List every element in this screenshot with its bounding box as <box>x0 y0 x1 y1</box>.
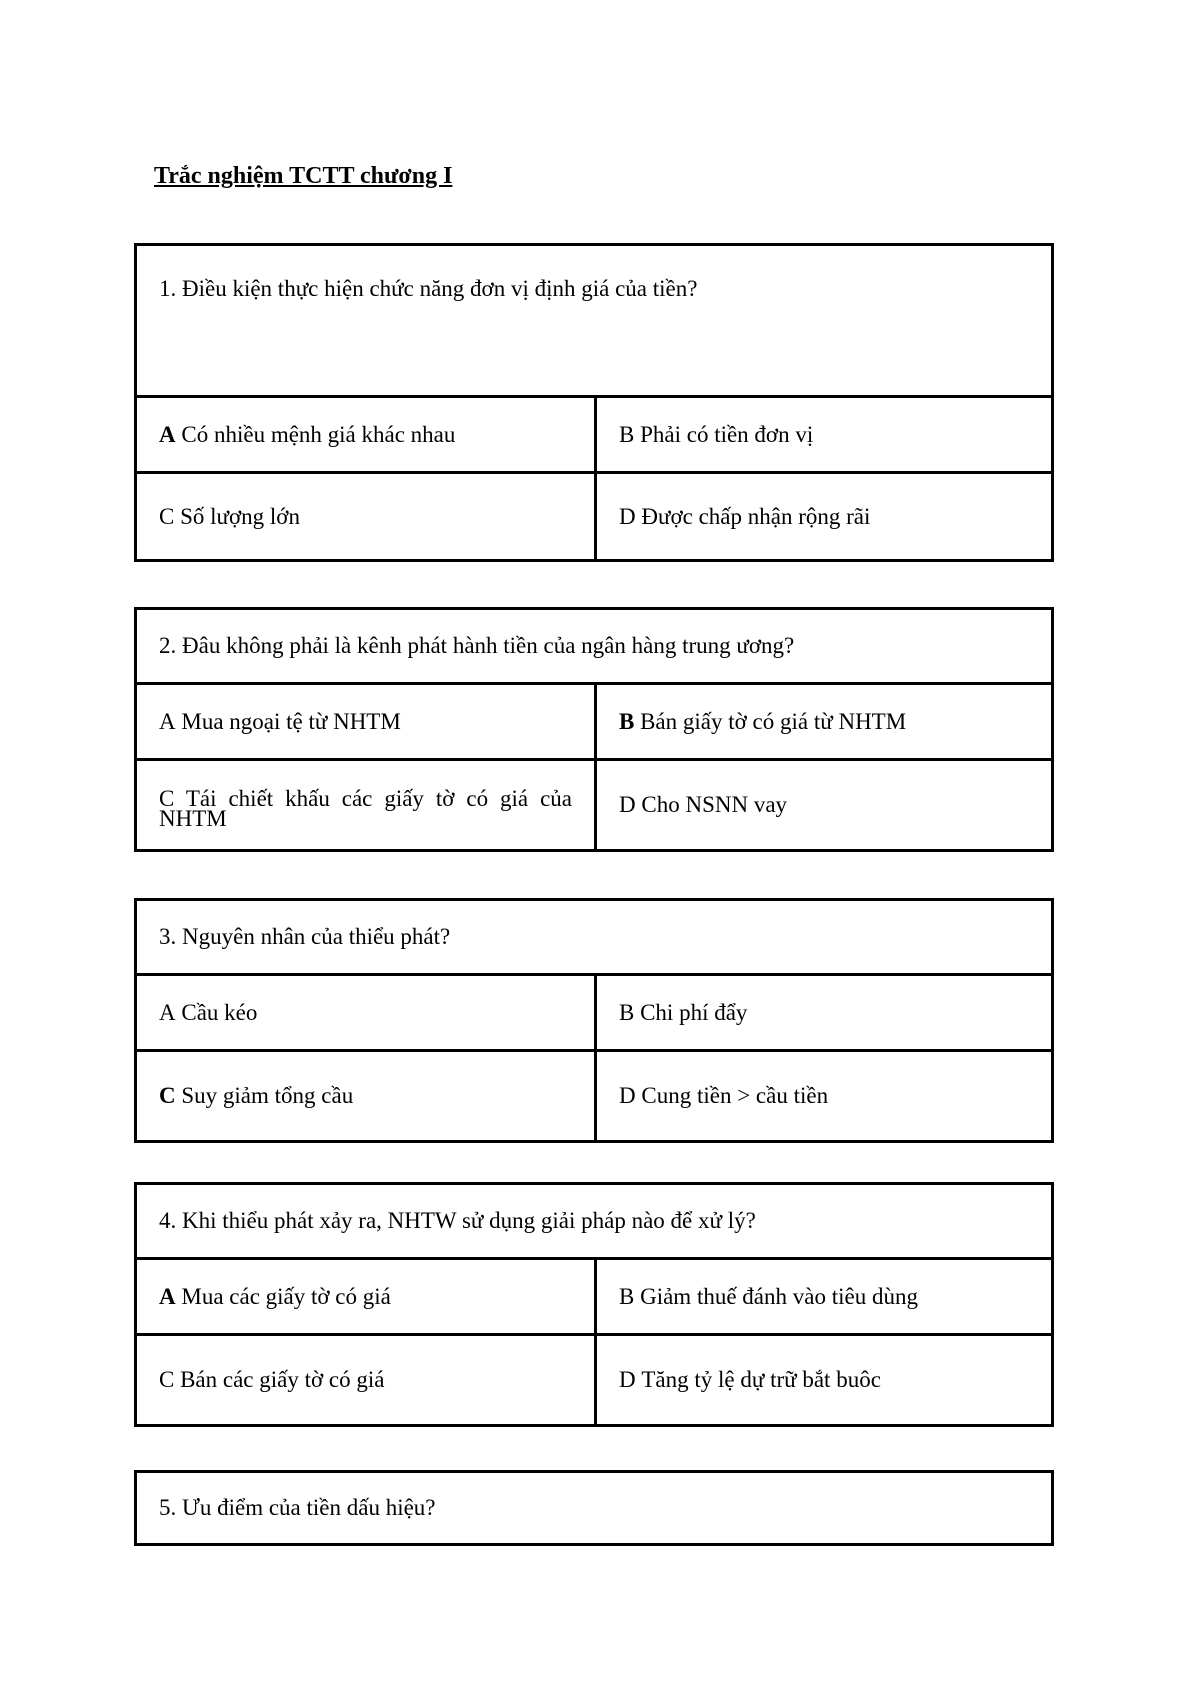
option-letter: C <box>159 503 175 529</box>
option-b[interactable] <box>594 398 1051 471</box>
option-letter: A <box>159 421 176 447</box>
option-c[interactable] <box>137 761 594 849</box>
option-row <box>137 1260 1051 1336</box>
option-a[interactable] <box>137 685 594 758</box>
question-text <box>137 901 1051 976</box>
option-text: Có nhiều mệnh giá khác nhau <box>181 421 456 447</box>
option-row <box>137 976 1051 1052</box>
option-text: Cung tiền > cầu tiền <box>641 1083 829 1108</box>
option-letter: D <box>619 1083 636 1108</box>
option-text: Phải có tiền đơn vị <box>640 421 814 447</box>
question-text <box>137 1185 1051 1260</box>
option-letter: C <box>159 786 175 811</box>
option-a[interactable] <box>137 1260 594 1333</box>
option-d[interactable] <box>594 1052 1051 1140</box>
option-row <box>137 398 1051 474</box>
question-label: 3. Nguyên nhân của thiểu phát? <box>159 924 451 949</box>
option-letter: A <box>159 708 176 734</box>
question-table-1 <box>134 243 1054 562</box>
page-title: Trắc nghiệm TCTT chương I <box>154 163 453 189</box>
option-text: Suy giảm tổng cầu <box>181 1083 354 1108</box>
option-row <box>137 1052 1051 1140</box>
question-text <box>137 1473 1051 1543</box>
option-d[interactable] <box>594 474 1051 559</box>
option-text: Được chấp nhận rộng rãi <box>641 503 871 529</box>
option-letter: A <box>159 999 176 1025</box>
option-text: Giảm thuế đánh vào tiêu dùng <box>640 1283 918 1309</box>
option-text: Cầu kéo <box>181 999 258 1025</box>
option-letter: A <box>159 1283 176 1309</box>
option-letter: D <box>619 1367 636 1392</box>
option-text: Mua các giấy tờ có giá <box>181 1283 391 1309</box>
option-text: Tái chiết khấu các giấy tờ có giá của NHTM <box>159 786 572 831</box>
option-text: Số lượng lớn <box>180 503 300 529</box>
option-text: Tăng tỷ lệ dự trữ bắt buôc <box>641 1367 881 1392</box>
option-a[interactable] <box>137 976 594 1049</box>
question-text <box>137 610 1051 685</box>
option-c[interactable] <box>137 1052 594 1140</box>
option-letter: C <box>159 1367 175 1392</box>
option-c[interactable] <box>137 1336 594 1424</box>
option-d[interactable] <box>594 761 1051 849</box>
question-text <box>137 246 1051 398</box>
option-b[interactable] <box>594 1260 1051 1333</box>
question-label: 2. Đâu không phải là kênh phát hành tiền của ngân hàng trung ương? <box>159 633 795 658</box>
question-label: 1. Điều kiện thực hiện chức năng đơn vị định giá của tiền? <box>159 276 698 301</box>
option-a[interactable] <box>137 398 594 471</box>
option-row <box>137 1336 1051 1424</box>
question-table-4 <box>134 1182 1054 1427</box>
option-b[interactable] <box>594 976 1051 1049</box>
option-text: Cho NSNN vay <box>641 792 788 817</box>
option-letter: D <box>619 503 636 529</box>
option-row <box>137 761 1051 849</box>
option-row <box>137 685 1051 761</box>
option-letter: B <box>619 421 635 447</box>
option-letter: B <box>619 999 635 1025</box>
question-table-3 <box>134 898 1054 1143</box>
option-text: Chi phí đẩy <box>640 999 748 1025</box>
option-row <box>137 474 1051 559</box>
option-letter: B <box>619 708 635 734</box>
option-text: Bán các giấy tờ có giá <box>180 1367 385 1392</box>
question-table-2 <box>134 607 1054 852</box>
option-c[interactable] <box>137 474 594 559</box>
option-text: Mua ngoại tệ từ NHTM <box>181 708 401 734</box>
option-letter: D <box>619 792 636 817</box>
option-letter: B <box>619 1283 635 1309</box>
option-d[interactable] <box>594 1336 1051 1424</box>
question-label: 4. Khi thiểu phát xảy ra, NHTW sử dụng giải pháp nào để xử lý? <box>159 1208 756 1233</box>
option-letter: C <box>159 1083 176 1108</box>
option-text: Bán giấy tờ có giá từ NHTM <box>640 708 907 734</box>
option-b[interactable] <box>594 685 1051 758</box>
question-table-5 <box>134 1470 1054 1546</box>
question-label: 5. Ưu điểm của tiền dấu hiệu? <box>159 1495 436 1520</box>
